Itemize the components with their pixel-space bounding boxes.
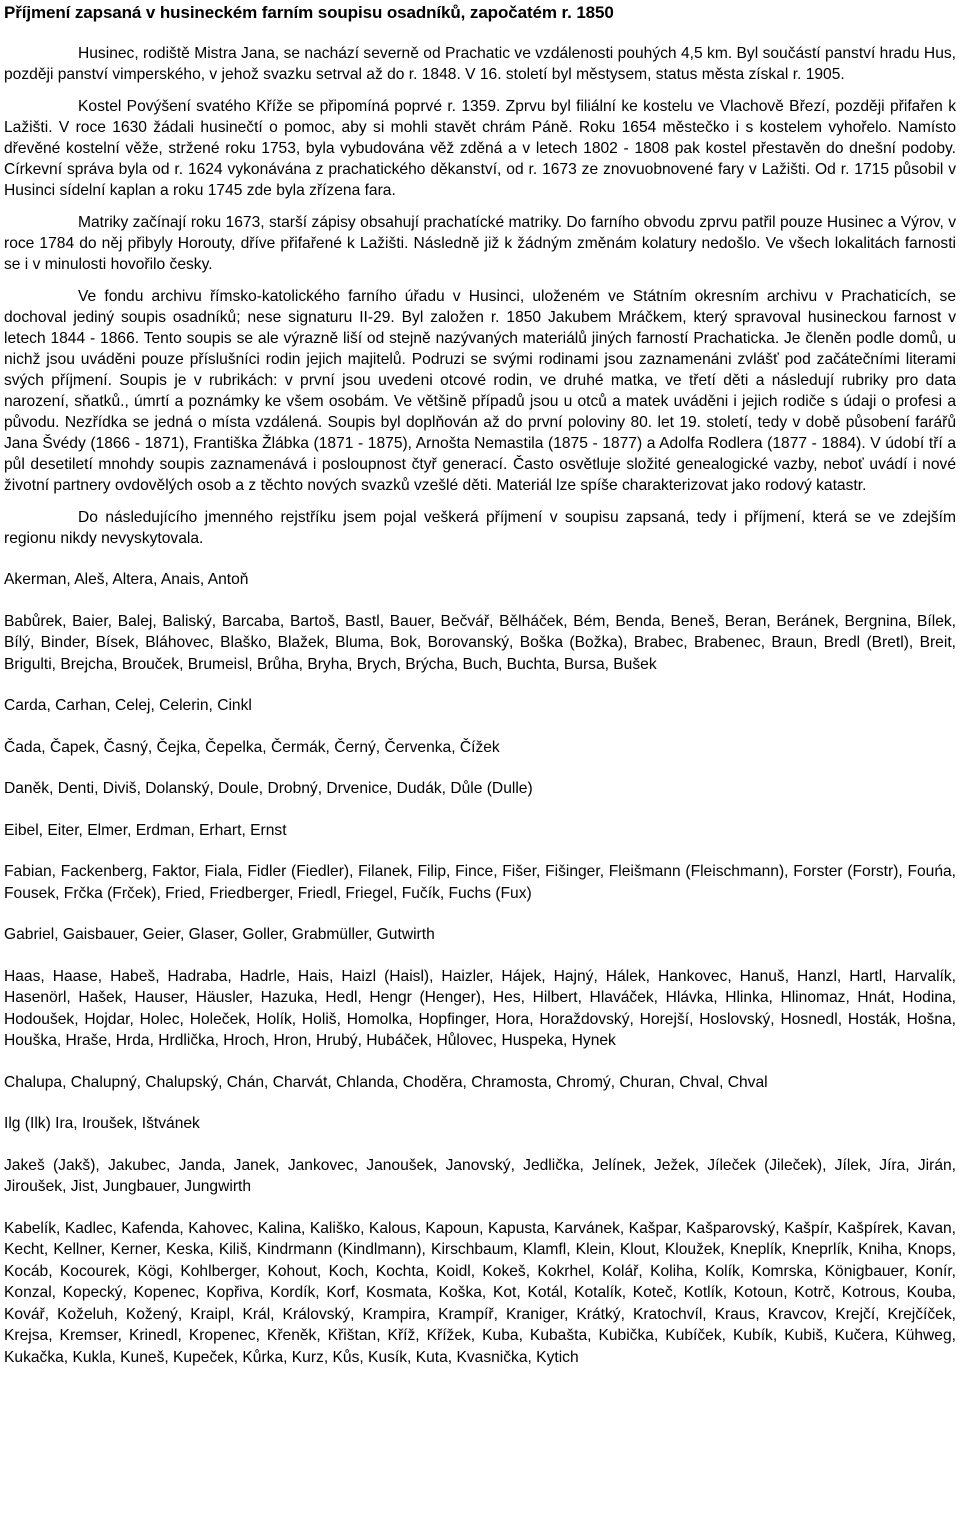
document-page	[0, 2, 960, 1516]
names-block-h: Haas, Haase, Habeš, Hadraba, Hadrle, Hais, Haizl (Haisl), Haizler, Hájek, Hajný, Hálek, Hankovec, Hanuš, Hanzl, Hartl, Harvalík, Hasenörl, Hašek, Hauser, Häusler, Hazuka, Hedl, Hengr (Henger), Hes, Hilbert, Hlaváček, Hlávka, Hlinka, Hlinomaz, Hnát, Hodina, Hodoušek, Hojdar, Holec, Holeček, Holík, Holiš, Homolka, Hopfinger, Hora, Horaždovský, Horejší, Hoslovský, Hosnedl, Hosták, Hošna, Houška, Hraše, Hrda, Hrdlička, Hroch, Hron, Hrubý, Hubáček, Hůlovec, Huspeka, Hynek	[4, 967, 956, 1049]
paragraph-history: Husinec, rodiště Mistra Jana, se nachází severně od Prachatic ve vzdálenosti pouhých 4,5 km. Byl součástí panství hradu Hus, později panství vimperského, v jehož svazku setrval až do r. 1848. V 16. století byl městysem, status města získal r. 1905.	[4, 45, 956, 83]
names-block-k: Kabelík, Kadlec, Kafenda, Kahovec, Kalina, Kališko, Kalous, Kapoun, Kapusta, Karvánek, Kašpar, Kašparovský, Kašpír, Kašpírek, Kavan, Kecht, Kellner, Kerner, Keska, Kiliš, Kindrmann (Kindlmann), Kirschbaum, Klamfl, Klein, Klout, Kloužek, Kneplík, Kneprlík, Kniha, Knops, Kocáb, Kocourek, Kögi, Kohlberger, Kohout, Koch, Kochta, Koidl, Kokeš, Kokrhel, Kolář, Koliha, Kolík, Komrska, Königbauer, Konír, Konzal, Kopecký, Kopenec, Kopřiva, Kordík, Korf, Kosmata, Koška, Kot, Kotál, Kotalík, Koteč, Kotlík, Kotoun, Kotrč, Kotrous, Kouba, Kovář, Koželuh, Kožený, Kraipl, Král, Královský, Krampira, Krampíř, Kraniger, Krátký, Kratochvíl, Kraus, Kravcov, Krejčí, Krejčíček, Krejsa, Kremser, Krinedl, Kropenec, Křeněk, Křištan, Kříž, Křížek, Kuba, Kubašta, Kubička, Kubíček, Kubík, Kubiš, Kučera, Kühweg, Kukačka, Kukla, Kuneš, Kupeček, Kůrka, Kurz, Kůs, Kusík, Kuta, Kvasnička, Kytich	[4, 1219, 956, 1366]
names-block-b: Babůrek, Baier, Balej, Baliský, Barcaba, Bartoš, Bastl, Bauer, Bečvář, Bělháček, Bém, Benda, Beneš, Beran, Beránek, Bergnina, Bílek, Bílý, Binder, Bísek, Bláhovec, Blaško, Blažek, Bluma, Bok, Borovanský, Boška (Božka), Brabec, Brabenec, Braun, Bredl (Bretl), Breit, Brigulti, Brejcha, Brouček, Brumeisl, Brůha, Bryha, Brych, Brýcha, Buch, Buchta, Bursa, Bušek	[4, 612, 956, 673]
names-block-i: Ilg (Ilk) Ira, Iroušek, Ištvánek	[4, 1115, 200, 1132]
paragraph-index-intro: Do následujícího jmenného rejstříku jsem pojal veškerá příjmení v soupisu zapsaná, tedy i příjmení, která se ve zdejším regionu nikdy nevyskytovala.	[4, 509, 956, 547]
document-title: Příjmení zapsaná v husineckém farním soupisu osadníků, započatém r. 1850	[4, 3, 614, 22]
names-block-g: Gabriel, Gaisbauer, Geier, Glaser, Goller, Grabmüller, Gutwirth	[4, 926, 435, 943]
paragraph-church: Kostel Povýšení svatého Kříže se připomíná poprvé r. 1359. Zprvu byl filiální ke kostelu ve Vlachově Březí, později přifařen k Lažišti. V roce 1630 žádali husinečtí o pomoc, aby si mohli stavět chrám Páně. Roku 1654 městečko i s kostelem vyhořelo. Namísto dřevěné kostelní věže, stržené roku 1753, byla vybudována věž zděná a v letech 1802 - 1808 pak kostel přestavěn do dnešní podoby. Církevní správa byla od r. 1624 vykonávána z prachatického děkanství, od r. 1673 ze znovuobnovené fary v Lažišti. Od r. 1715 působil v Husinci sídelní kaplan a roku 1745 zde byla zřízena fara.	[4, 98, 956, 199]
paragraph-registers: Matriky začínají roku 1673, starší zápisy obsahují prachatícké matriky. Do farního obvodu zprvu patřil pouze Husinec a Výrov, v roce 1784 do něj přibyly Horouty, dříve přifařené k Lažišti. Následně již k žádným změnám kolatury nedošlo. Ve všech lokalitách farnosti se i v minulosti hovořilo česky.	[4, 214, 956, 273]
names-block-ch: Chalupa, Chalupný, Chalupský, Chán, Charvát, Chlanda, Choděra, Chramosta, Chromý, Churan, Chval, Chval	[4, 1073, 768, 1091]
names-block-f: Fabian, Fackenberg, Faktor, Fiala, Fidler (Fiedler), Filanek, Filip, Fince, Fišer, Fišinger, Fleišmann (Fleischmann), Forster (Forstr), Fouńa, Fousek, Frčka (Frček), Fried, Friedberger, Friedl, Friegel, Fučík, Fuchs (Fux)	[4, 863, 956, 902]
paragraph-archive: Ve fondu archivu římsko-katolického farního úřadu v Husinci, uloženém ve Státním okresním archivu v Prachaticích, se dochoval jediný soupis osadníků; nese signaturu II-29. Byl založen r. 1850 Jakubem Mráčkem, který spravoval husineckou farnost v letech 1844 - 1866. Tento soupis se ale výrazně liší od stejně nazývaných materiálů jiných farností Prachaticka. Je členěn podle domů, u nichž jsou uváděni pouze příslušníci rodin jejich majitelů. Podruzi se svými rodinami jsou zaznamenáni zvlášť pod začátečními literami svých příjmení. Soupis je v rubrikách: v první jsou uvedeni otcové rodin, ve druhé matka, ve třetí děti a následují rubriky pro data narození, sňatků., úmrtí a poznámky ke všem osobám. Ve většině případů jsou u otců a matek uváděni i jejich rodiče s údaji o profesi a původu. Nezřídka se jedná o místa vzdálená. Soupis byl doplňován až do první poloviny 80. let 19. století, tedy v době působení farářů Jana Švédy (1866 - 1871), Františka Žlábka (1871 - 1875), Arnošta Nemastila (1875 - 1877) a Adolfa Rodlera (1877 - 1884). V údobí tří a půl desetiletí mnohdy soupis zaznamenává i posloupnost čtyř generací. Často osvětluje složité genealogické vazby, neboť uvádí i nové životní partnery ovdovělých osob a z těchto nových svazků vzešlé děti. Materiál lze spíše charakterizovat jako rodový katastr.	[4, 288, 956, 494]
names-block-c: Carda, Carhan, Celej, Celerin, Cinkl	[4, 697, 252, 714]
names-block-e: Eibel, Eiter, Elmer, Erdman, Erhart, Ernst	[4, 821, 287, 839]
names-block-j: Jakeš (Jakš), Jakubec, Janda, Janek, Jankovec, Janoušek, Janovský, Jedlička, Jelínek, Ježek, Jíleček (Jileček), Jílek, Jíra, Jirán, Jiroušek, Jist, Jungbauer, Jungwirth	[4, 1156, 956, 1195]
names-block-a: Akerman, Aleš, Altera, Anais, Antoň	[4, 571, 249, 588]
names-block-c-caron: Čada, Čapek, Časný, Čejka, Čepelka, Čermák, Černý, Červenka, Čížek	[4, 738, 500, 756]
names-block-d: Daněk, Denti, Diviš, Dolanský, Doule, Drobný, Drvenice, Dudák, Důle (Dulle)	[4, 780, 533, 797]
